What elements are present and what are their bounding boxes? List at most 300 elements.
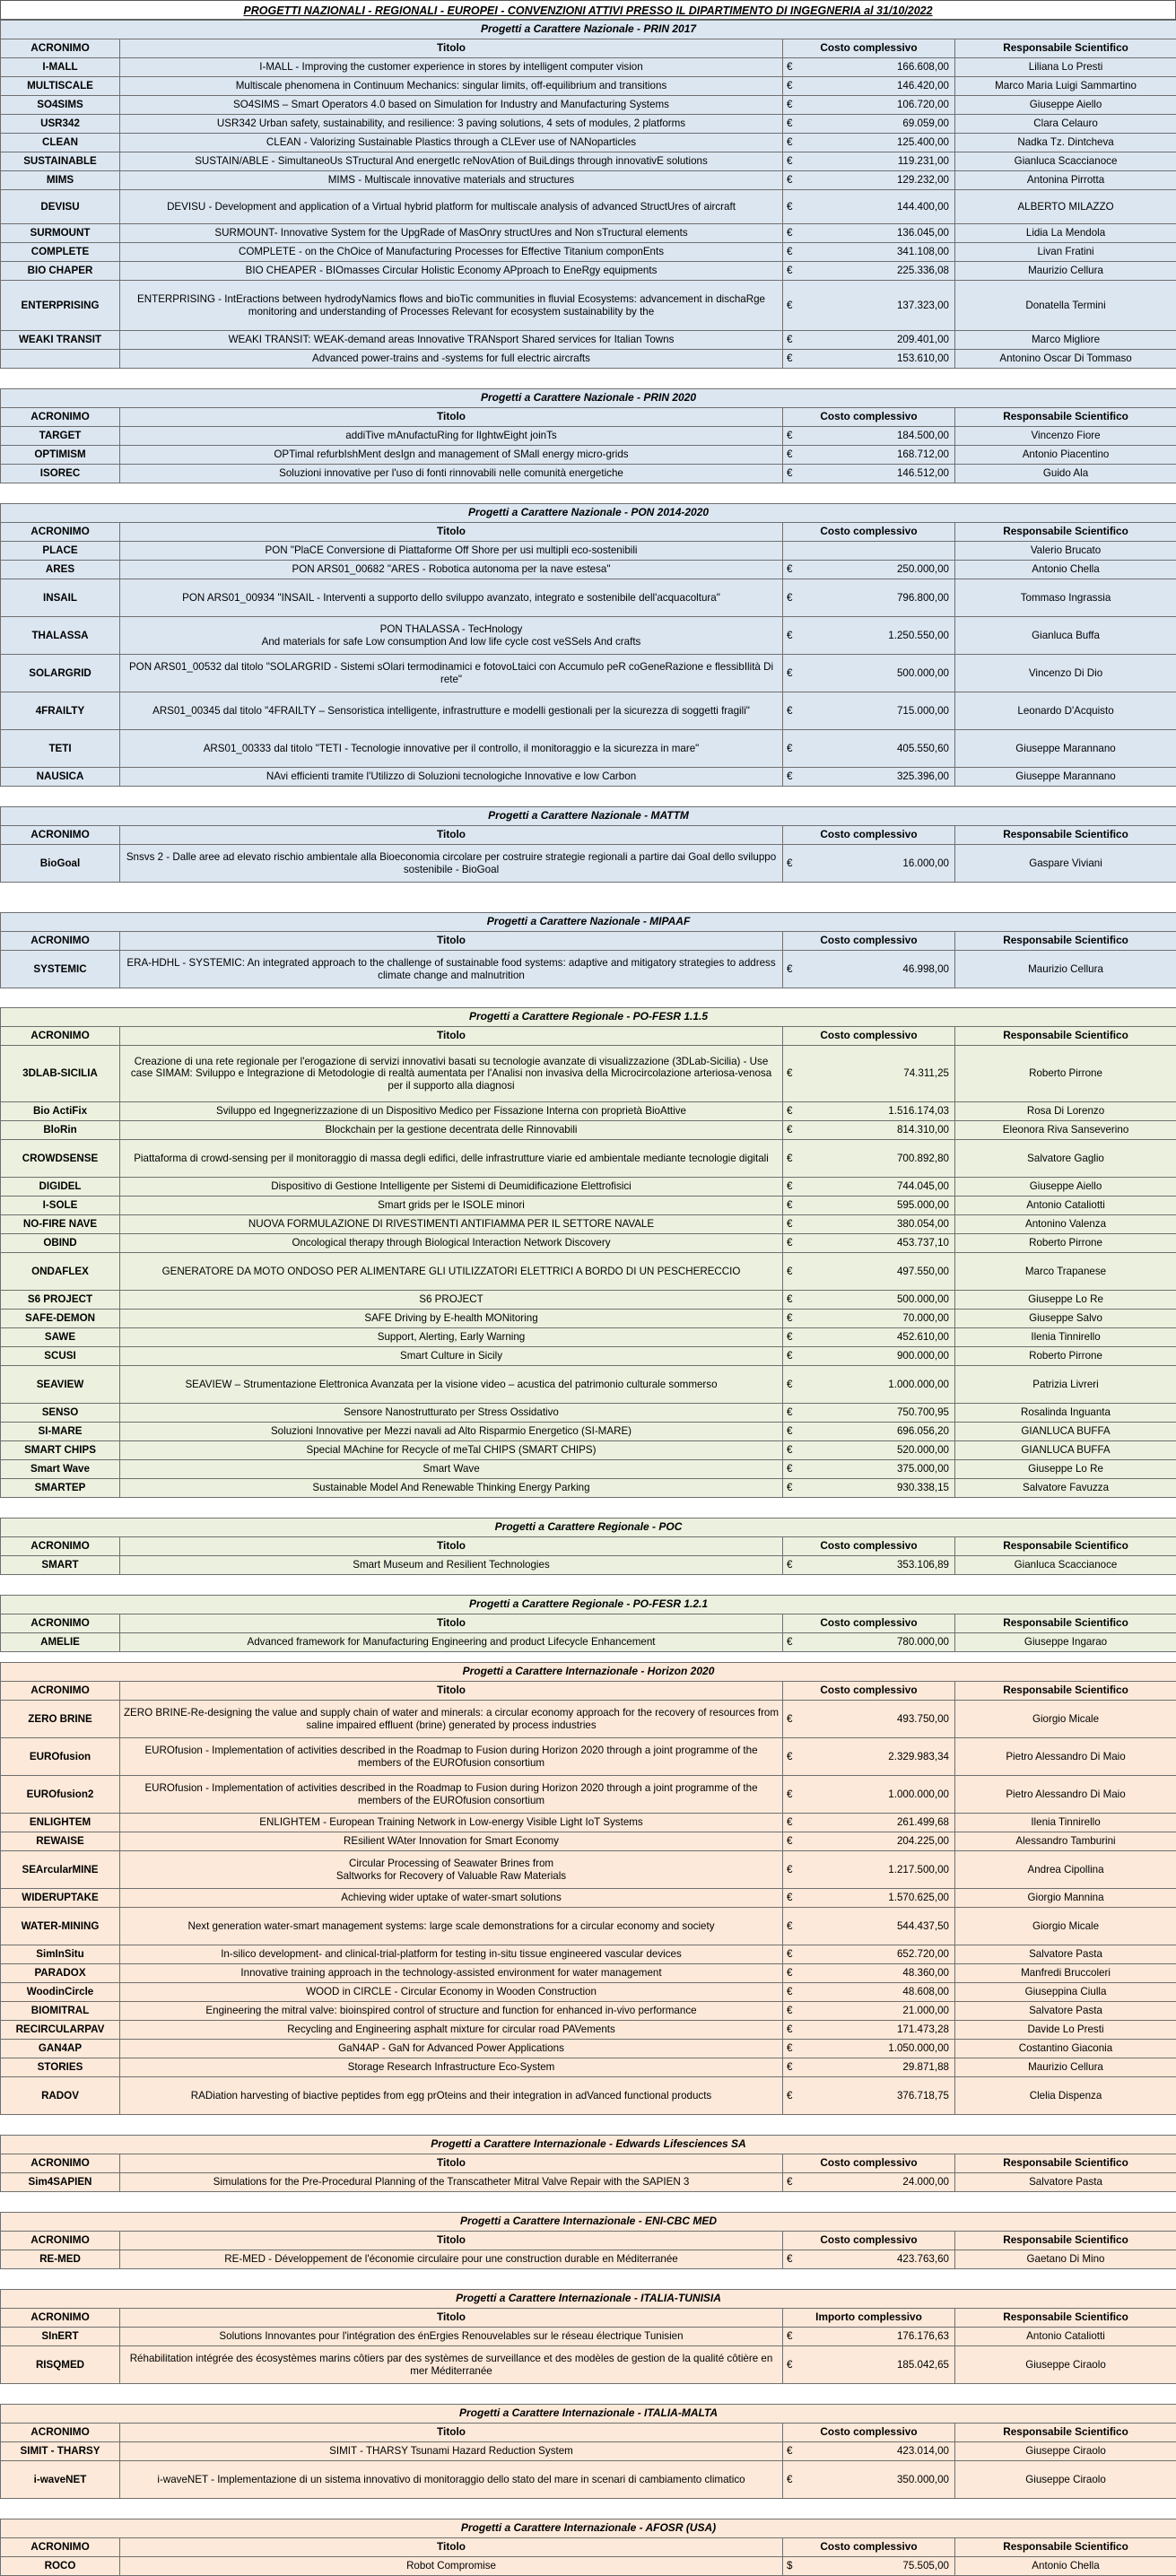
- cell-acronym: BIO CHAPER: [1, 262, 120, 281]
- cell-amount: 744.045,00: [803, 1178, 955, 1197]
- cell-currency: €: [783, 115, 803, 134]
- cell-amount: 500.000,00: [803, 1291, 955, 1310]
- cell-acronym: 4FRAILTY: [1, 692, 120, 730]
- column-header-responsible: Responsabile Scientifico: [955, 2424, 1176, 2442]
- cell-amount: 500.000,00: [803, 655, 955, 692]
- cell-responsible: Roberto Pirrone: [955, 1234, 1176, 1253]
- cell-currency: €: [783, 2040, 803, 2058]
- table-row: [1, 2021, 1176, 2040]
- column-header-title: Titolo: [120, 826, 783, 845]
- cell-acronym: MULTISCALE: [1, 77, 120, 96]
- cell-amount: 700.892,80: [803, 1140, 955, 1178]
- cell-title: S6 PROJECT: [120, 1291, 783, 1310]
- cell-title: EUROfusion - Implementation of activities described in the Roadmap to Fusion during Horizon 2020 through a joint programme of the members of the EUROfusion consortium: [120, 1738, 783, 1776]
- cell-title: SIMIT - THARSY Tsunami Hazard Reduction System: [120, 2442, 783, 2461]
- table-row: [1, 1479, 1176, 1498]
- cell-currency: €: [783, 1046, 803, 1102]
- column-header-responsible: Responsabile Scientifico: [955, 1682, 1176, 1701]
- cell-acronym: SAFE-DEMON: [1, 1310, 120, 1328]
- column-header-acronym: ACRONIMO: [1, 826, 120, 845]
- column-header-row: [1, 2424, 1176, 2442]
- cell-acronym: Bio ActiFix: [1, 1102, 120, 1121]
- cell-currency: €: [783, 561, 803, 579]
- cell-currency: €: [783, 446, 803, 465]
- cell-title: Creazione di una rete regionale per l'erogazione di servizi innovativi basati su tecnologie avanzate di visualizzazione (3DLab-Sicilia) - Use case SIMAM: Sviluppo e Integrazione di Metodologie di realtà aumentata per l'Analisi non invasiva della Microcircolazione arteriosa-venosa per il supporto alla diagnosi: [120, 1046, 783, 1102]
- table-row: [1, 1776, 1176, 1814]
- cell-responsible: Giorgio Micale: [955, 1701, 1176, 1738]
- cell-currency: €: [783, 243, 803, 262]
- column-header-title: Titolo: [120, 523, 783, 542]
- section-title: Progetti a Carattere Nazionale - PRIN 2017: [1, 21, 1176, 39]
- section-spacer: [0, 1575, 1176, 1595]
- column-header-acronym: ACRONIMO: [1, 523, 120, 542]
- cell-responsible: Vincenzo Di Dio: [955, 655, 1176, 692]
- cell-title: SURMOUNT- Innovative System for the UpgRade of MasOnry structUres and Non sTructural elements: [120, 224, 783, 243]
- cell-responsible: Giuseppe Ciraolo: [955, 2461, 1176, 2499]
- cell-amount: 209.401,00: [803, 331, 955, 350]
- column-header-cost: Costo complessivo: [783, 2424, 955, 2442]
- section-table: [0, 503, 1176, 787]
- cell-currency: €: [783, 2002, 803, 2021]
- table-row: [1, 1197, 1176, 1215]
- cell-acronym: RE-MED: [1, 2250, 120, 2269]
- cell-acronym: ISOREC: [1, 465, 120, 483]
- cell-responsible: GIANLUCA BUFFA: [955, 1441, 1176, 1460]
- cell-acronym: MIMS: [1, 171, 120, 190]
- cell-title: ENLIGHTEM - European Training Network in Low-energy Visible Light IoT Systems: [120, 1814, 783, 1832]
- cell-title: NAvi efficienti tramite l'Utilizzo di Soluzioni tecnologiche Innovative e low Carbon: [120, 768, 783, 787]
- table-row: [1, 1366, 1176, 1404]
- cell-currency: €: [783, 2250, 803, 2269]
- column-header-row: [1, 2309, 1176, 2328]
- cell-acronym: TETI: [1, 730, 120, 768]
- cell-acronym: SYSTEMIC: [1, 951, 120, 988]
- column-header-cost: Costo complessivo: [783, 1537, 955, 1556]
- section-table: [0, 912, 1176, 988]
- cell-responsible: Giorgio Micale: [955, 1908, 1176, 1945]
- cell-responsible: Giuseppe Lo Re: [955, 1460, 1176, 1479]
- cell-amount: 375.000,00: [803, 1460, 955, 1479]
- table-row: [1, 1832, 1176, 1851]
- column-header-acronym: ACRONIMO: [1, 1027, 120, 1046]
- cell-currency: €: [783, 2346, 803, 2384]
- cell-amount: 353.106,89: [803, 1556, 955, 1575]
- table-row: [1, 655, 1176, 692]
- cell-amount: 520.000,00: [803, 1441, 955, 1460]
- cell-amount: 129.232,00: [803, 171, 955, 190]
- section-table: [0, 20, 1176, 369]
- cell-amount: 250.000,00: [803, 561, 955, 579]
- cell-amount: 146.512,00: [803, 465, 955, 483]
- column-header-title: Titolo: [120, 1537, 783, 1556]
- cell-responsible: Giuseppe Marannano: [955, 768, 1176, 787]
- cell-amount: 350.000,00: [803, 2461, 955, 2499]
- table-row: [1, 730, 1176, 768]
- cell-amount: 225.336,08: [803, 262, 955, 281]
- cell-title: Support, Alerting, Early Warning: [120, 1328, 783, 1347]
- cell-responsible: Giuseppina Ciulla: [955, 1983, 1176, 2002]
- cell-acronym: ENTERPRISING: [1, 281, 120, 331]
- cell-currency: €: [783, 1908, 803, 1945]
- cell-amount: 325.396,00: [803, 768, 955, 787]
- cell-currency: €: [783, 331, 803, 350]
- cell-acronym: CROWDSENSE: [1, 1140, 120, 1178]
- cell-amount: 176.176,63: [803, 2328, 955, 2346]
- cell-amount: 750.700,95: [803, 1404, 955, 1423]
- cell-currency: €: [783, 1423, 803, 1441]
- section-title: Progetti a Carattere Internazionale - ITALIA-TUNISIA: [1, 2290, 1176, 2309]
- section-title: Progetti a Carattere Internazionale - Horizon 2020: [1, 1663, 1176, 1682]
- table-row: [1, 1102, 1176, 1121]
- column-header-cost: Costo complessivo: [783, 826, 955, 845]
- cell-title: GENERATORE DA MOTO ONDOSO PER ALIMENTARE GLI UTILIZZATORI ELETTRICI A BORDO DI UN PESCHERECCIO: [120, 1253, 783, 1291]
- column-header-row: [1, 2232, 1176, 2250]
- cell-amount: 380.054,00: [803, 1215, 955, 1234]
- table-row: [1, 171, 1176, 190]
- cell-title: WOOD in CIRCLE - Circular Economy in Wooden Construction: [120, 1983, 783, 2002]
- cell-currency: €: [783, 768, 803, 787]
- section-table: [0, 1518, 1176, 1575]
- section-spacer: [0, 2384, 1176, 2404]
- table-row: [1, 542, 1176, 561]
- table-row: [1, 2346, 1176, 2384]
- page-title: PROGETTI NAZIONALI - REGIONALI - EUROPEI - CONVENZIONI ATTIVI PRESSO IL DIPARTIMENTO DI INGEGNERIA al 31/10/2022: [0, 0, 1176, 20]
- cell-amount: 106.720,00: [803, 96, 955, 115]
- cell-title: Advanced power-trains and -systems for full electric aircrafts: [120, 350, 783, 369]
- section-spacer: [0, 2115, 1176, 2135]
- cell-acronym: [1, 350, 120, 369]
- cell-currency: €: [783, 1347, 803, 1366]
- cell-title: Simulations for the Pre-Procedural Planning of the Transcatheter Mitral Valve Repair with the SAPIEN 3: [120, 2173, 783, 2192]
- cell-title: addiTive mAnufactuRing for lIghtwEight joinTs: [120, 427, 783, 446]
- cell-responsible: Roberto Pirrone: [955, 1046, 1176, 1102]
- cell-acronym: REWAISE: [1, 1832, 120, 1851]
- cell-title: NUOVA FORMULAZIONE DI RIVESTIMENTI ANTIFIAMMA PER IL SETTORE NAVALE: [120, 1215, 783, 1234]
- cell-amount: 452.610,00: [803, 1328, 955, 1347]
- cell-currency: €: [783, 2328, 803, 2346]
- table-row: [1, 1851, 1176, 1889]
- table-row: [1, 2040, 1176, 2058]
- cell-currency: €: [783, 134, 803, 152]
- cell-responsible: Clelia Dispenza: [955, 2077, 1176, 2115]
- cell-amount: 171.473,28: [803, 2021, 955, 2040]
- cell-responsible: Giuseppe Lo Re: [955, 1291, 1176, 1310]
- table-row: [1, 1121, 1176, 1140]
- table-row: [1, 579, 1176, 617]
- cell-title: Smart Wave: [120, 1460, 783, 1479]
- cell-acronym: I-MALL: [1, 58, 120, 77]
- cell-acronym: SMART CHIPS: [1, 1441, 120, 1460]
- cell-amount: 136.045,00: [803, 224, 955, 243]
- cell-responsible: Gaspare Viviani: [955, 845, 1176, 883]
- table-row: [1, 2077, 1176, 2115]
- cell-acronym: WIDERUPTAKE: [1, 1889, 120, 1908]
- cell-amount: 146.420,00: [803, 77, 955, 96]
- section-title: Progetti a Carattere Regionale - POC: [1, 1519, 1176, 1537]
- table-row: [1, 1140, 1176, 1178]
- cell-amount: 144.400,00: [803, 190, 955, 224]
- cell-title: MIMS - Multiscale innovative materials and structures: [120, 171, 783, 190]
- cell-acronym: BloRin: [1, 1121, 120, 1140]
- cell-currency: €: [783, 1291, 803, 1310]
- cell-currency: €: [783, 350, 803, 369]
- cell-responsible: Clara Celauro: [955, 115, 1176, 134]
- column-header-responsible: Responsabile Scientifico: [955, 408, 1176, 427]
- cell-acronym: ARES: [1, 561, 120, 579]
- cell-amount: 900.000,00: [803, 1347, 955, 1366]
- cell-responsible: Gianluca Scaccianoce: [955, 152, 1176, 171]
- cell-title: Smart Culture in Sicily: [120, 1347, 783, 1366]
- cell-responsible: Manfredi Bruccoleri: [955, 1964, 1176, 1983]
- column-header-acronym: ACRONIMO: [1, 408, 120, 427]
- table-row: [1, 1234, 1176, 1253]
- cell-acronym: CLEAN: [1, 134, 120, 152]
- cell-responsible: Giorgio Mannina: [955, 1889, 1176, 1908]
- cell-acronym: USR342: [1, 115, 120, 134]
- cell-amount: 1.516.174,03: [803, 1102, 955, 1121]
- column-header-row: [1, 408, 1176, 427]
- table-row: [1, 281, 1176, 331]
- cell-acronym: SimInSitu: [1, 1945, 120, 1964]
- cell-currency: €: [783, 1102, 803, 1121]
- section-title: Progetti a Carattere Nazionale - MIPAAF: [1, 913, 1176, 932]
- column-header-row: [1, 39, 1176, 58]
- section-table: [0, 2212, 1176, 2269]
- cell-responsible: Eleonora Riva Sanseverino: [955, 1121, 1176, 1140]
- cell-title: OPTimal refurbIshMent desIgn and management of SMall energy micro-grids: [120, 446, 783, 465]
- column-header-row: [1, 1614, 1176, 1633]
- cell-acronym: TARGET: [1, 427, 120, 446]
- section-spacer: [0, 2499, 1176, 2519]
- table-row: [1, 1460, 1176, 1479]
- cell-responsible: Guido Ala: [955, 465, 1176, 483]
- cell-responsible: Ilenia Tinnirello: [955, 1814, 1176, 1832]
- cell-responsible: Antonino Valenza: [955, 1215, 1176, 1234]
- column-header-row: [1, 2538, 1176, 2557]
- cell-acronym: S6 PROJECT: [1, 1291, 120, 1310]
- cell-currency: €: [783, 152, 803, 171]
- cell-responsible: Liliana Lo Presti: [955, 58, 1176, 77]
- cell-title: PON ARS01_00532 dal titolo "SOLARGRID - Sistemi sOlari termodinamici e fotovoLtaici con Accumulo peR coGeneRazione e flessibIlità Di rete": [120, 655, 783, 692]
- section-title: Progetti a Carattere Internazionale - ENI-CBC MED: [1, 2213, 1176, 2232]
- cell-acronym: SENSO: [1, 1404, 120, 1423]
- cell-title: USR342 Urban safety, sustainability, and resilience: 3 paving solutions, 4 sets of modules, 2 platforms: [120, 115, 783, 134]
- cell-currency: €: [783, 1633, 803, 1652]
- cell-title: Sviluppo ed Ingegnerizzazione di un Dispositivo Medico per Fissazione Interna con proprietà BioAttive: [120, 1102, 783, 1121]
- table-row: [1, 1291, 1176, 1310]
- cell-amount: 1.050.000,00: [803, 2040, 955, 2058]
- section-spacer: [0, 883, 1176, 912]
- cell-title: PON ARS01_00934 "INSAIL - Interventi a supporto dello sviluppo avanzato, integrato e sostenibile dell'acquacoltura": [120, 579, 783, 617]
- cell-acronym: SMART: [1, 1556, 120, 1575]
- table-row: [1, 115, 1176, 134]
- sections-container: [0, 20, 1176, 2576]
- cell-acronym: SAWE: [1, 1328, 120, 1347]
- cell-acronym: SCUSI: [1, 1347, 120, 1366]
- cell-responsible: Patrizia Livreri: [955, 1366, 1176, 1404]
- column-header-acronym: ACRONIMO: [1, 2424, 120, 2442]
- cell-title: Soluzioni Innovative per Mezzi navali ad Alto Risparmio Energetico (SI-MARE): [120, 1423, 783, 1441]
- cell-title: GaN4AP - GaN for Advanced Power Applications: [120, 2040, 783, 2058]
- cell-responsible: Nadka Tz. Dintcheva: [955, 134, 1176, 152]
- cell-responsible: Salvatore Pasta: [955, 2173, 1176, 2192]
- column-header-row: [1, 826, 1176, 845]
- cell-currency: €: [783, 1310, 803, 1328]
- cell-currency: €: [783, 224, 803, 243]
- section-title: Progetti a Carattere Regionale - PO-FESR 1.1.5: [1, 1008, 1176, 1027]
- table-row: [1, 152, 1176, 171]
- cell-acronym: I-SOLE: [1, 1197, 120, 1215]
- cell-currency: €: [783, 96, 803, 115]
- table-row: [1, 224, 1176, 243]
- cell-responsible: Antonino Oscar Di Tommaso: [955, 350, 1176, 369]
- cell-amount: 261.499,68: [803, 1814, 955, 1832]
- cell-amount: 780.000,00: [803, 1633, 955, 1652]
- cell-currency: €: [783, 1964, 803, 1983]
- cell-acronym: SMARTEP: [1, 1479, 120, 1498]
- cell-responsible: Livan Fratini: [955, 243, 1176, 262]
- cell-responsible: Salvatore Pasta: [955, 1945, 1176, 1964]
- cell-currency: €: [783, 2058, 803, 2077]
- cell-acronym: GAN4AP: [1, 2040, 120, 2058]
- cell-acronym: Smart Wave: [1, 1460, 120, 1479]
- cell-responsible: Alessandro Tamburini: [955, 1832, 1176, 1851]
- cell-currency: €: [783, 1121, 803, 1140]
- cell-title: I-MALL - Improving the customer experience in stores by intelligent computer vision: [120, 58, 783, 77]
- table-row: [1, 1889, 1176, 1908]
- cell-responsible: Roberto Pirrone: [955, 1347, 1176, 1366]
- cell-title: WEAKI TRANSIT: WEAK-demand areas Innovative TRANsport Shared services for Italian Towns: [120, 331, 783, 350]
- cell-amount: 70.000,00: [803, 1310, 955, 1328]
- cell-title: Robot Compromise: [120, 2557, 783, 2576]
- cell-responsible: Maurizio Cellura: [955, 262, 1176, 281]
- cell-acronym: SURMOUNT: [1, 224, 120, 243]
- column-header-cost: Costo complessivo: [783, 1027, 955, 1046]
- cell-responsible: GIANLUCA BUFFA: [955, 1423, 1176, 1441]
- cell-currency: €: [783, 262, 803, 281]
- column-header-row: [1, 1682, 1176, 1701]
- cell-acronym: SO4SIMS: [1, 96, 120, 115]
- column-header-row: [1, 1537, 1176, 1556]
- cell-currency: €: [783, 1776, 803, 1814]
- table-row: [1, 1253, 1176, 1291]
- column-header-title: Titolo: [120, 1682, 783, 1701]
- cell-currency: €: [783, 1328, 803, 1347]
- cell-responsible: Rosa Di Lorenzo: [955, 1102, 1176, 1121]
- table-row: [1, 1908, 1176, 1945]
- cell-title: Solutions Innovantes pour l'intégration des énErgies Renouvelables sur le réseau électrique Tunisien: [120, 2328, 783, 2346]
- table-row: [1, 1310, 1176, 1328]
- cell-acronym: EUROfusion: [1, 1738, 120, 1776]
- cell-acronym: 3DLAB-SICILIA: [1, 1046, 120, 1102]
- column-header-title: Titolo: [120, 2309, 783, 2328]
- table-row: [1, 2442, 1176, 2461]
- cell-responsible: Marco Maria Luigi Sammartino: [955, 77, 1176, 96]
- section-title: Progetti a Carattere Nazionale - PRIN 2020: [1, 389, 1176, 408]
- column-header-acronym: ACRONIMO: [1, 1682, 120, 1701]
- table-row: [1, 1347, 1176, 1366]
- table-row: [1, 1964, 1176, 1983]
- cell-title: Circular Processing of Seawater Brines from Saltworks for Recovery of Valuable Raw Materials: [120, 1851, 783, 1889]
- cell-responsible: Gianluca Scaccianoce: [955, 1556, 1176, 1575]
- table-row: [1, 465, 1176, 483]
- cell-amount: 715.000,00: [803, 692, 955, 730]
- table-row: [1, 2250, 1176, 2269]
- section-spacer: [0, 483, 1176, 503]
- column-header-acronym: ACRONIMO: [1, 39, 120, 58]
- cell-amount: 168.712,00: [803, 446, 955, 465]
- cell-amount: 497.550,00: [803, 1253, 955, 1291]
- table-row: [1, 617, 1176, 655]
- cell-responsible: Maurizio Cellura: [955, 951, 1176, 988]
- section-table: [0, 1007, 1176, 1498]
- cell-amount: 423.763,60: [803, 2250, 955, 2269]
- table-row: [1, 1046, 1176, 1102]
- cell-currency: €: [783, 1889, 803, 1908]
- section-spacer: [0, 1498, 1176, 1518]
- cell-amount: 814.310,00: [803, 1121, 955, 1140]
- cell-responsible: Antonio Cataliotti: [955, 2328, 1176, 2346]
- cell-acronym: SInERT: [1, 2328, 120, 2346]
- cell-responsible: Rosalinda Inguanta: [955, 1404, 1176, 1423]
- cell-currency: €: [783, 2442, 803, 2461]
- section-title: Progetti a Carattere Internazionale - AFOSR (USA): [1, 2519, 1176, 2538]
- cell-acronym: ZERO BRINE: [1, 1701, 120, 1738]
- cell-responsible: Marco Trapanese: [955, 1253, 1176, 1291]
- column-header-cost: Costo complessivo: [783, 523, 955, 542]
- cell-responsible: Antonio Chella: [955, 561, 1176, 579]
- table-row: [1, 331, 1176, 350]
- cell-acronym: DEVISU: [1, 190, 120, 224]
- cell-amount: 423.014,00: [803, 2442, 955, 2461]
- cell-title: Smart Museum and Resilient Technologies: [120, 1556, 783, 1575]
- cell-acronym: Sim4SAPIEN: [1, 2173, 120, 2192]
- cell-responsible: Giuseppe Aiello: [955, 1178, 1176, 1197]
- cell-responsible: Giuseppe Ciraolo: [955, 2346, 1176, 2384]
- cell-currency: €: [783, 951, 803, 988]
- cell-acronym: ROCO: [1, 2557, 120, 2576]
- column-header-row: [1, 1027, 1176, 1046]
- cell-title: Innovative training approach in the technology-assisted environment for water management: [120, 1964, 783, 1983]
- cell-title: In-silico development- and clinical-trial-platform for testing in-situ tissue engineered vascular devices: [120, 1945, 783, 1964]
- section-title: Progetti a Carattere Internazionale - ITALIA-MALTA: [1, 2405, 1176, 2424]
- cell-currency: €: [783, 2077, 803, 2115]
- cell-title: Multiscale phenomena in Continuum Mechanics: singular limits, off-equilibrium and transitions: [120, 77, 783, 96]
- cell-acronym: WATER-MINING: [1, 1908, 120, 1945]
- cell-currency: €: [783, 2461, 803, 2499]
- cell-title: Achieving wider uptake of water-smart solutions: [120, 1889, 783, 1908]
- cell-responsible: Salvatore Favuzza: [955, 1479, 1176, 1498]
- cell-responsible: Pietro Alessandro Di Maio: [955, 1738, 1176, 1776]
- cell-acronym: OPTIMISM: [1, 446, 120, 465]
- cell-acronym: WoodinCircle: [1, 1983, 120, 2002]
- cell-amount: 376.718,75: [803, 2077, 955, 2115]
- cell-currency: €: [783, 692, 803, 730]
- cell-amount: 493.750,00: [803, 1701, 955, 1738]
- cell-title: PON ARS01_00682 "ARES - Robotica autonoma per la nave estesa": [120, 561, 783, 579]
- column-header-responsible: Responsabile Scientifico: [955, 39, 1176, 58]
- table-row: [1, 2461, 1176, 2499]
- cell-amount: 184.500,00: [803, 427, 955, 446]
- column-header-acronym: ACRONIMO: [1, 2538, 120, 2557]
- cell-currency: €: [783, 1945, 803, 1964]
- section-spacer: [0, 2269, 1176, 2289]
- section-title: Progetti a Carattere Internazionale - Edwards Lifesciences SA: [1, 2136, 1176, 2154]
- cell-amount: 74.311,25: [803, 1046, 955, 1102]
- cell-acronym: RADOV: [1, 2077, 120, 2115]
- column-header-cost: Costo complessivo: [783, 1682, 955, 1701]
- table-row: [1, 2173, 1176, 2192]
